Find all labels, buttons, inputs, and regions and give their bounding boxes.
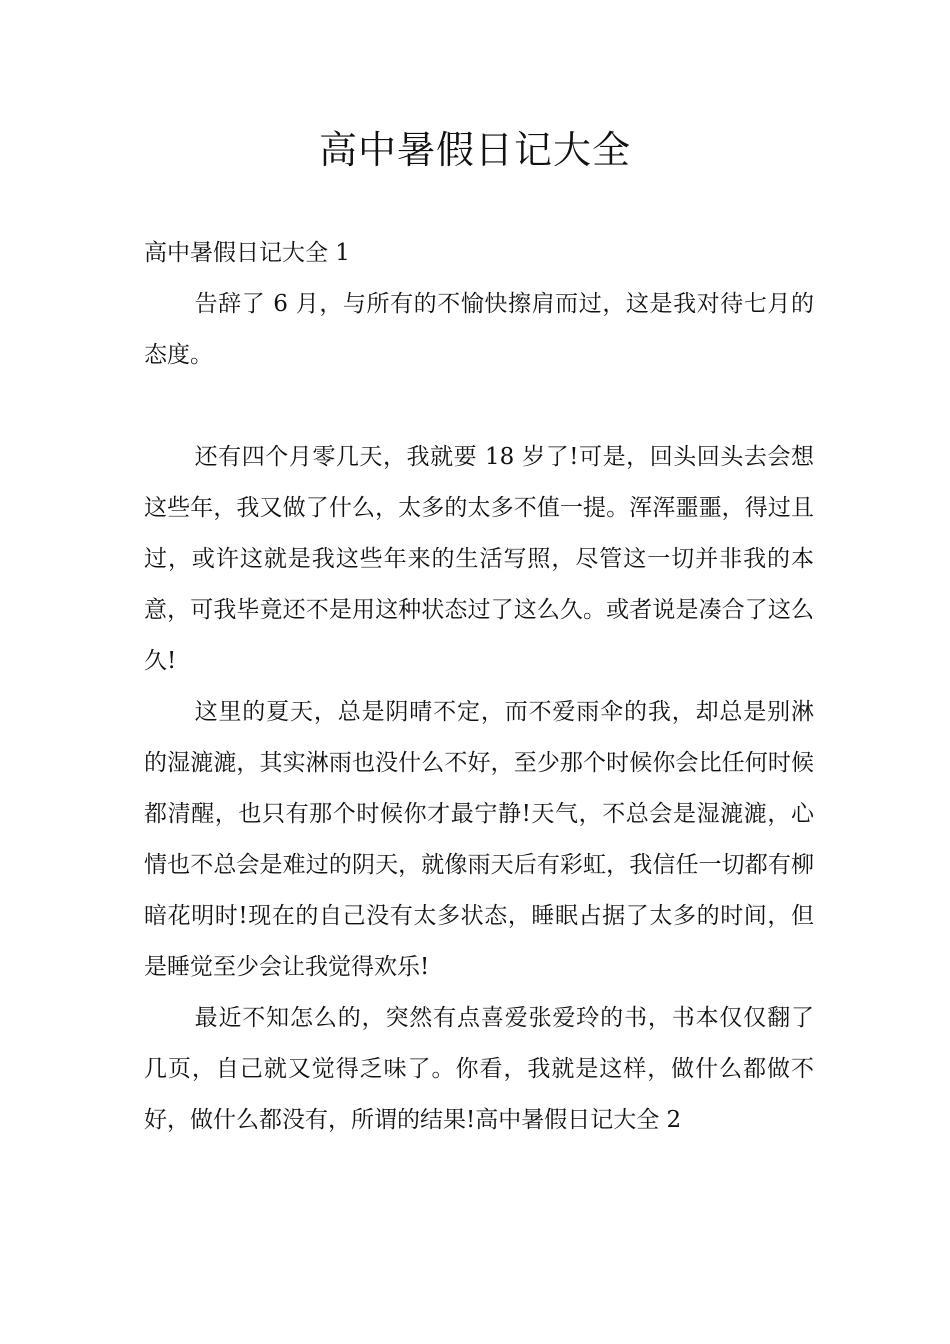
- paragraph-4: 最近不知怎么的，突然有点喜爱张爱玲的书，书本仅仅翻了几页，自己就又觉得乏味了。你看，我就是这样，做什么都做不好，做什么都没有，所谓的结果!高中暑假日记大全 2: [144, 1005, 814, 1133]
- paragraph-3: 这里的夏天，总是阴晴不定，而不爱雨伞的我，却总是别淋的湿漉漉，其实淋雨也没什么不好，至少那个时候你会比任何时候都清醒，也只有那个时候你才最宁静!天气，不总会是湿漉漉，心情也不总会是难过的阴天，就像雨天后有彩虹，我信任一切都有柳暗花明时!现在的自己没有太多状态，睡眠占据了太多的时间，但是睡觉至少会让我觉得欢乐!: [144, 699, 814, 980]
- paragraph-gap: [144, 381, 814, 432]
- document-body: [144, 228, 814, 1146]
- document-title: 高中暑假日记大全: [318, 128, 631, 172]
- paragraph-1: 告辞了 6 月，与所有的不愉快擦肩而过，这是我对待七月的态度。: [144, 291, 814, 368]
- section-heading: 高中暑假日记大全 1: [144, 240, 350, 266]
- paragraph-2: 还有四个月零几天，我就要 18 岁了!可是，回头回头去会想这些年，我又做了什么，太多的太多不值一提。浑浑噩噩，得过且过，或许这就是我这些年来的生活写照，尽管这一切并非我的本意，可我毕竟还不是用这种状态过了这么久。或者说是凑合了这么久!: [144, 444, 814, 674]
